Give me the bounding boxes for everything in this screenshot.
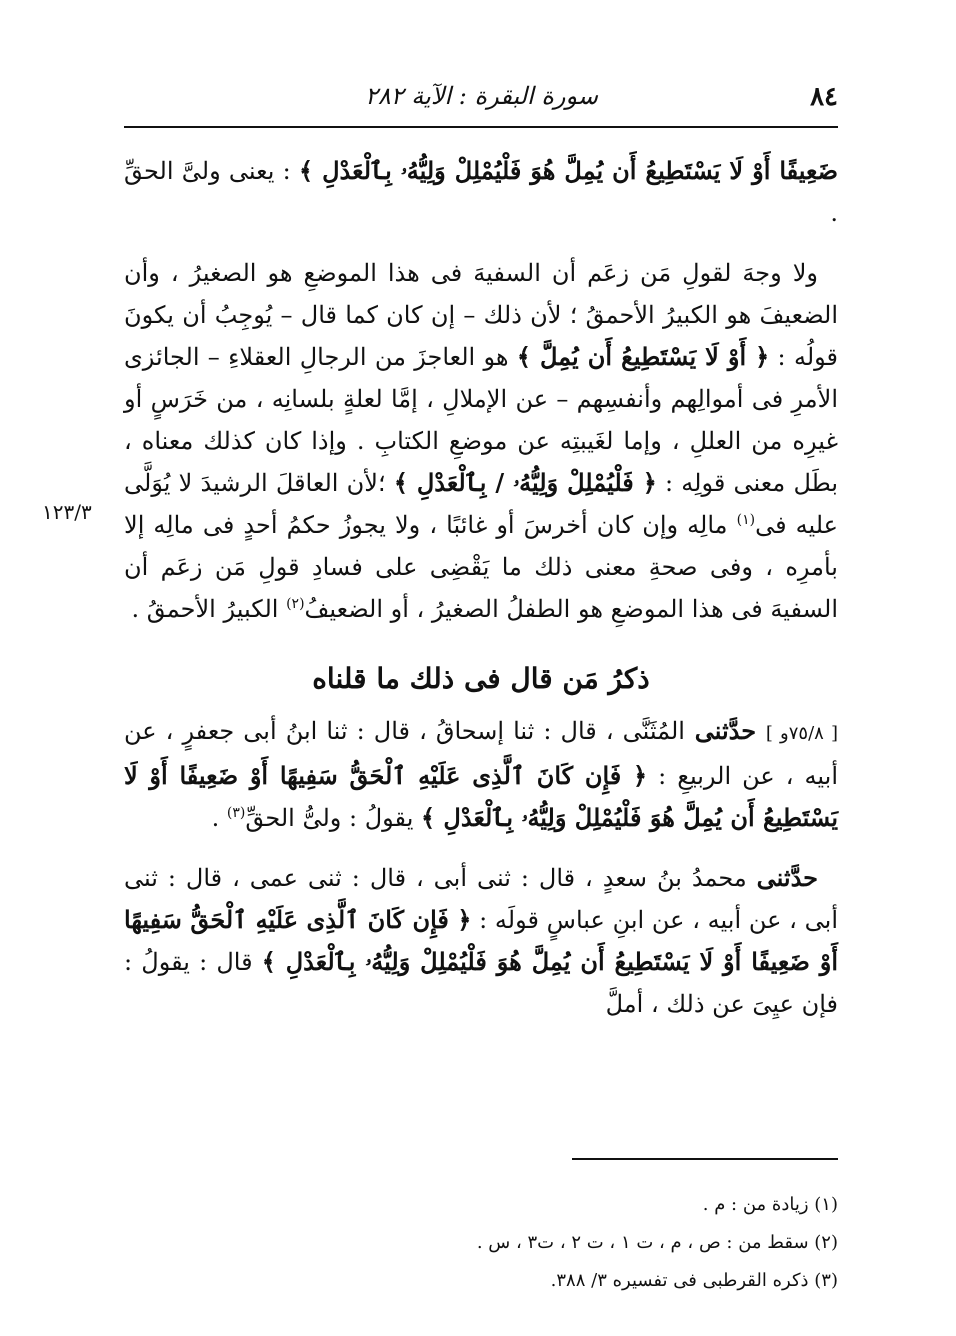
paragraph-text: الكبيرُ الأحمقُ . [131,595,287,623]
quran-quote: ﴿ أَوْ لَا يَسْتَطِيعُ أَن يُمِلَّ ﴾ [516,342,770,371]
footnote-3: (٣) ذكره القرطبى فى تفسيره ٣/ ٣٨٨. [550,1270,838,1291]
body-text [124,150,838,1043]
paragraph-text: . [211,804,227,832]
paragraph-text: ولا وجهَ لقولِ مَن زعَم أن السفيهَ فى هذا الموضعِ هو الصغيرُ ، وأن الضعيفَ هو الكبيرُ الأحمقُ ؛ لأن ذلك – إن كان كما قال – يُوجِبُ أن يكونَ قولُه : [124,259,839,371]
narration-lead: حدَّثنى [756,863,818,892]
footnote-marker[interactable]: (١) [736,512,756,528]
footnote-2: (٢) سقط من : ص ، م ، ت ١ ، ت ٢ ، ت٣ ، س . [476,1232,838,1253]
footnotes [124,1186,838,1300]
quran-quote: ﴿ فَإِن كَانَ ٱلَّذِى عَلَيْهِ ٱلْحَقُّ سَفِيهًا أَوْ ضَعِيفًا أَوْ لَا يَسْتَطِيعُ أَن يُمِلَّ هُوَ فَلْيُمْلِلْ وَلِيُّهُۥ بِٱلْعَدْلِ ﴾ [124,761,838,832]
paragraph-text: قال : يقولُ : فإن عيِىَ عن ذلك ، أملَّ [124,948,838,1018]
footnote-marker[interactable]: (٢) [286,596,305,612]
paragraph-text: محمدُ بنُ سعدٍ ، قال : ثنى أبى ، قال : ثنى عمى ، قال : ثنى أبى ، عن أبيه ، عن ابنِ عباسٍ قولَه : [124,864,838,934]
paragraph-3 [124,710,838,839]
paragraph-text: المُثَنَّى ، قال : ثنا إسحاقُ ، قال : ثنا ابنُ أبى جعفرٍ ، عن أبيه ، عن الربيعِ : [124,717,838,790]
footnote-1: (١) زيادة من : م . [702,1194,838,1215]
paragraph-1 [124,150,838,234]
section-heading: ذكرُ مَن قال فى ذلك ما قلناه [312,662,650,695]
paragraph-4 [124,857,838,1025]
page-header [124,78,838,122]
narration-lead: حدَّثنى [684,716,766,745]
header-rule [124,126,838,128]
quran-quote: ﴿ فَإِن كَانَ ٱلَّذِى عَلَيْهِ ٱلْحَقُّ سَفِيهًا أَوْ ضَعِيفًا أَوْ لَا يَسْتَطِيعُ أَن يُمِلَّ هُوَ فَلْيُمْلِلْ وَلِيُّهُۥ بِٱلْعَدْلِ ﴾ [124,905,838,976]
paragraph-2 [124,252,838,630]
volume-reference: [ ٧٥/٨و ] [765,723,839,744]
paragraph-text: هو العاجزَ من الرجالِ العقلاءِ – الجائزى الأمرِ فى أموالِهم وأنفسِهم – عن الإملالِ ، إمَّا لعلةٍ بلسانِه ، من خَرَسٍ أو غيرِه من العللِ ، وإما لغَيبتِه عن موضعِ الكتابِ . وإذا كان كذلك معناه ، بطَل معنى قولِه : [124,343,839,497]
paragraph-text: ؛لأن العاقلَ الرشيدَ لا يُوَلَّى عليه فى [124,469,839,539]
page-number: ٨٤ [810,82,838,112]
quran-quote: ضَعِيفًا أَوْ لَا يَسْتَطِيعُ أَن يُمِلَّ هُوَ فَلْيُمْلِلْ وَلِيُّهُۥ بِٱلْعَدْلِ ﴾ [299,156,839,185]
running-title: سورة البقرة : الآية ٢٨٢ [364,82,598,110]
footnote-rule [572,1158,838,1160]
paragraph-text: : يعنى ولىَّ الحقِّ . [124,157,838,227]
footnote-marker[interactable]: (٣) [226,805,246,821]
margin-reference: ١٢٣/٣ [42,500,92,524]
quran-quote: ﴿ فَلْيُمْلِلْ وَلِيُّهُۥ / بِٱلْعَدْلِ ﴾ [393,468,657,497]
paragraph-text: يقولُ : ولىُّ الحقِّ [245,804,421,832]
paragraph-text: مالِه وإن كان أخرسَ أو غائبًا ، ولا يجوزُ حكمُ أحدٍ فى مالِه إلا بأمرِه ، وفى صحةِ معنى ذلك ما يَقْضِى على فسادِ قولِ مَن زعَم أن السفيهَ فى هذا الموضعِ هو الطفلُ الصغيرُ ، أو الضعيفُ [124,511,838,623]
